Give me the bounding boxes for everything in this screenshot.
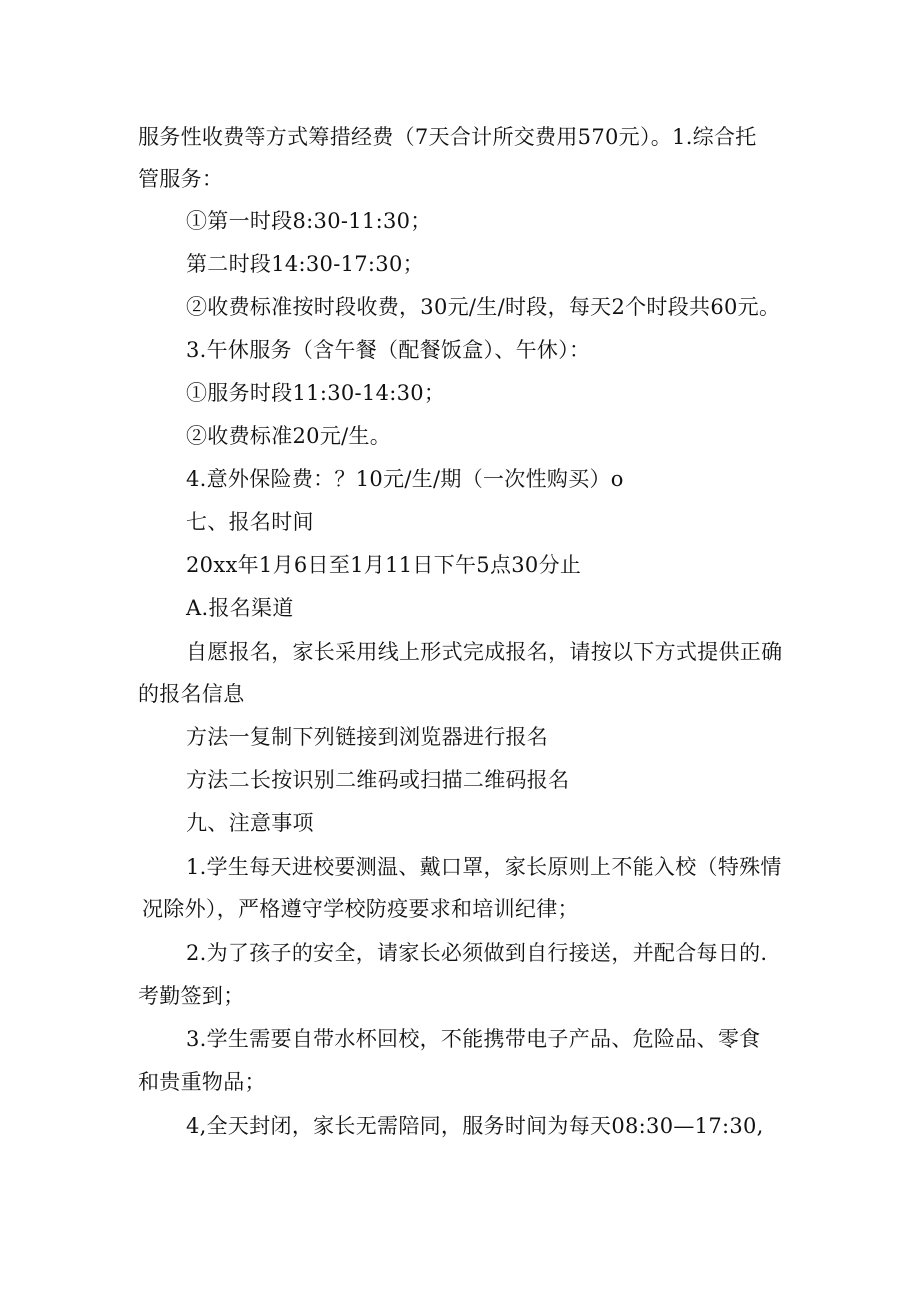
text-line: 自愿报名，家长采用线上形式完成报名，请按以下方式提供正确 xyxy=(186,640,783,664)
text-line: 3.午休服务（含午餐（配餐饭盒）、午休）： xyxy=(186,338,591,362)
text-line: 20xx年1月6日至1月11日下午5点30分止 xyxy=(186,553,582,577)
text-line: 2.为了孩子的安全，请家长必须做到自行接送，并配合每日的. xyxy=(186,941,768,965)
text-line: 4,全天封闭，家长无需陪同，服务时间为每天08:30—17:30, xyxy=(186,1114,764,1138)
text-line: 方法一复制下列链接到浏览器进行报名 xyxy=(186,725,549,749)
text-line: 况除外），严格遵守学校防疫要求和培训纪律； xyxy=(142,897,579,921)
text-line: ②收费标准按时段收费，30元/生/时段，每天2个时段共60元。 xyxy=(186,295,781,319)
section-heading: 七、报名时间 xyxy=(186,510,314,534)
text-line: 服务性收费等方式筹措经费（7天合计所交费用570元）。1.综合托 xyxy=(138,125,757,149)
section-heading: 九、注意事项 xyxy=(186,811,314,835)
text-line: ①第一时段8:30-11:30； xyxy=(186,209,432,233)
text-line: 1.学生每天进校要测温、戴口罩，家长原则上不能入校（特殊情 xyxy=(186,855,782,879)
text-line: ②收费标准20元/生。 xyxy=(186,424,392,448)
text-line: 管服务： xyxy=(138,167,224,191)
text-line: 4.意外保险费：？10元/生/期（一次性购买）o xyxy=(186,467,624,491)
text-line: ①服务时段11:30-14:30； xyxy=(186,381,446,405)
text-line: 和贵重物品； xyxy=(138,1070,266,1094)
text-line: 的报名信息 xyxy=(138,682,245,706)
text-line: 第二时段14:30-17:30； xyxy=(186,252,424,276)
text-line: 方法二长按识别二维码或扫描二维码报名 xyxy=(186,768,570,792)
text-line: 考勤签到； xyxy=(138,984,245,1008)
text-line: 3.学生需要自带水杯回校，不能携带电子产品、危险品、零食 xyxy=(186,1027,761,1051)
section-heading: A.报名渠道 xyxy=(186,596,294,620)
